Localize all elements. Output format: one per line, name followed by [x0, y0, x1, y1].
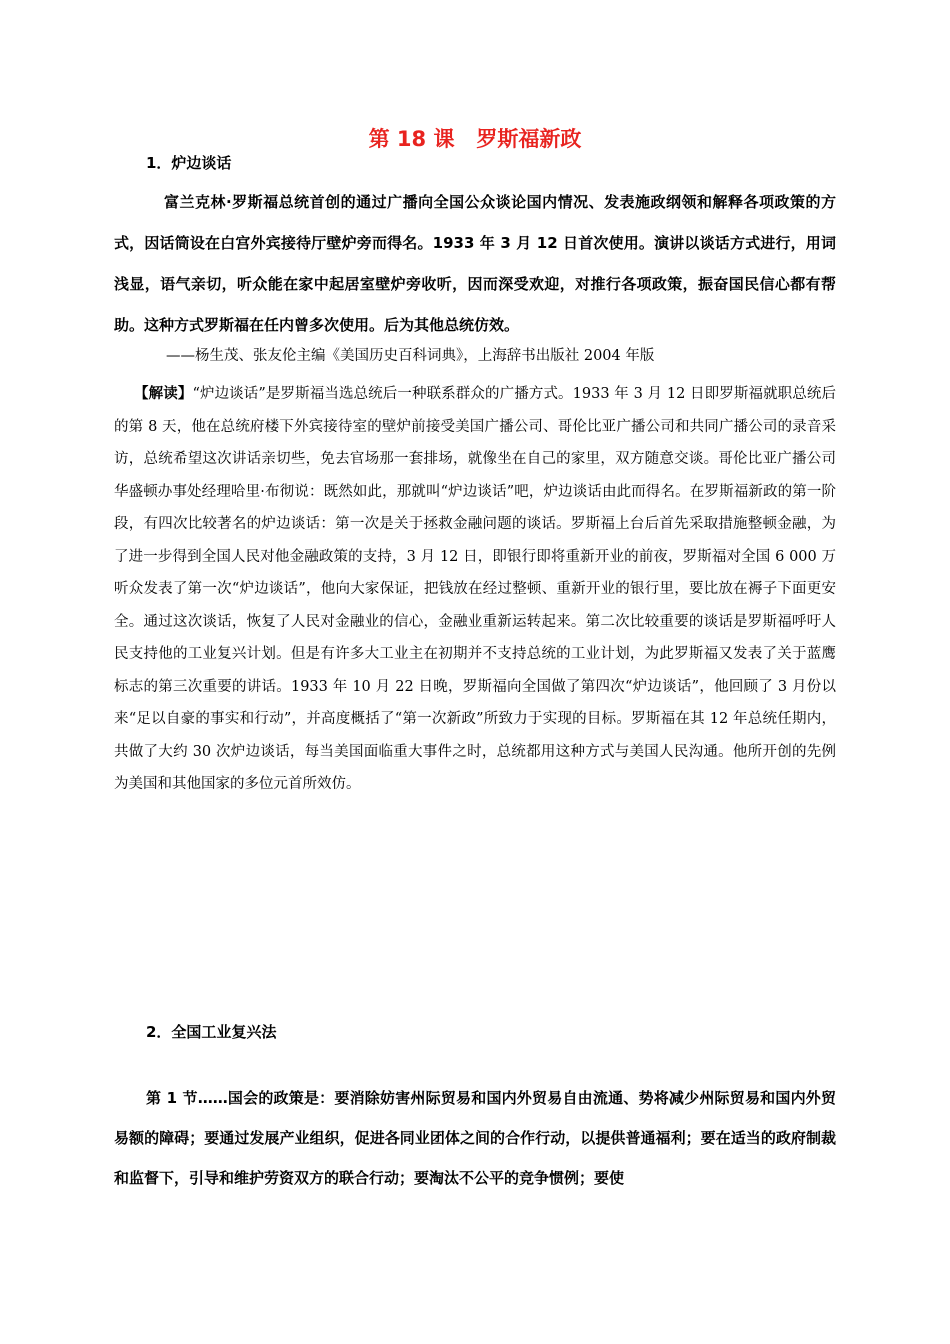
interpretation-text: “炉边谈话”是罗斯福当选总统后一种联系群众的广播方式。1933 年 3 月 12 日即罗斯福就职总统后的第 8 天，他在总统府楼下外宾接待室的壁炉前接受美国广播公司、哥伦比亚广播公司和共同广播公司的录音采访，总统希望这次讲话亲切些，免去官场那一套排场，就像坐在自己的家里，双方随意交谈。哥伦比亚广播公司华盛顿办事处经理哈里·布彻说：既然如此，那就叫“炉边谈话”吧，炉边谈话由此而得名。在罗斯福新政的第一阶段，有四次比较著名的炉边谈话：第一次是关于拯救金融问题的谈话。罗斯福上台后首先采取措施整顿金融，为了进一步得到全国人民对他金融政策的支持，3 月 12 日，即银行即将重新开业的前夜，罗斯福对全国 6 000 万听众发表了第一次“炉边谈话”，他向大家保证，把钱放在经过整顿、重新开业的银行里，要比放在褥子下面更安全。通过这次谈话，恢复了人民对金融业的信心，金融业重新运转起来。第二次比较重要的谈话是罗斯福呼吁人民支持他的工业复兴计划。但是有许多大工业主在初期并不支持总统的工业计划，为此罗斯福又发表了关于蓝鹰标志的第三次重要的讲话。1933 年 10 月 22 日晚，罗斯福向全国做了第四次“炉边谈话”，他回顾了 3 月份以来“足以自豪的事实和行动”，并高度概括了“第一次新政”所致力于实现的目标。罗斯福在其 12 年总统任期内，共做了大约 30 次炉边谈话，每当美国面临重大事件之时，总统都用这种方式与美国人民沟通。他所开创的先例为美国和其他国家的多位元首所效仿。: [114, 386, 837, 792]
quote-source-citation: ——杨生茂、张友伦主编《美国历史百科词典》，上海辞书出版社 2004 年版: [166, 348, 655, 364]
section-heading-fireside-chats: 1．炉边谈话: [146, 154, 232, 172]
fireside-chat-quote: 富兰克林·罗斯福总统首创的通过广播向全国公众谈论国内情况、发表施政纲领和解释各项政策的方式，因话筒设在白宫外宾接待厅壁炉旁而得名。1933 年 3 月 12 日首次使用。演讲以谈话方式进行，用词浅显，语气亲切，听众能在家中起居室壁炉旁收听，因而深受欢迎，对推行各项政策，振奋国民信心都有帮助。这种方式罗斯福在任内曾多次使用。后为其他总统仿效。: [114, 193, 836, 334]
interpretation-paragraph: [114, 378, 836, 801]
industrial-recovery-act-text: 第 1 节……国会的政策是：要消除妨害州际贸易和国内外贸易自由流通、势将减少州际贸易和国内外贸易额的障碍；要通过发展产业组织，促进各同业团体之间的合作行动，以提供普通福利；要在适当的政府制裁和监督下，引导和维护劳资双方的联合行动；要淘汰不公平的竞争惯例；要使: [114, 1089, 836, 1187]
section-heading-industrial-recovery-act: 2．全国工业复兴法: [146, 1023, 277, 1041]
interpretation-label: 【解读】: [134, 385, 193, 402]
page-title: 第 18 课 罗斯福新政: [368, 127, 582, 151]
